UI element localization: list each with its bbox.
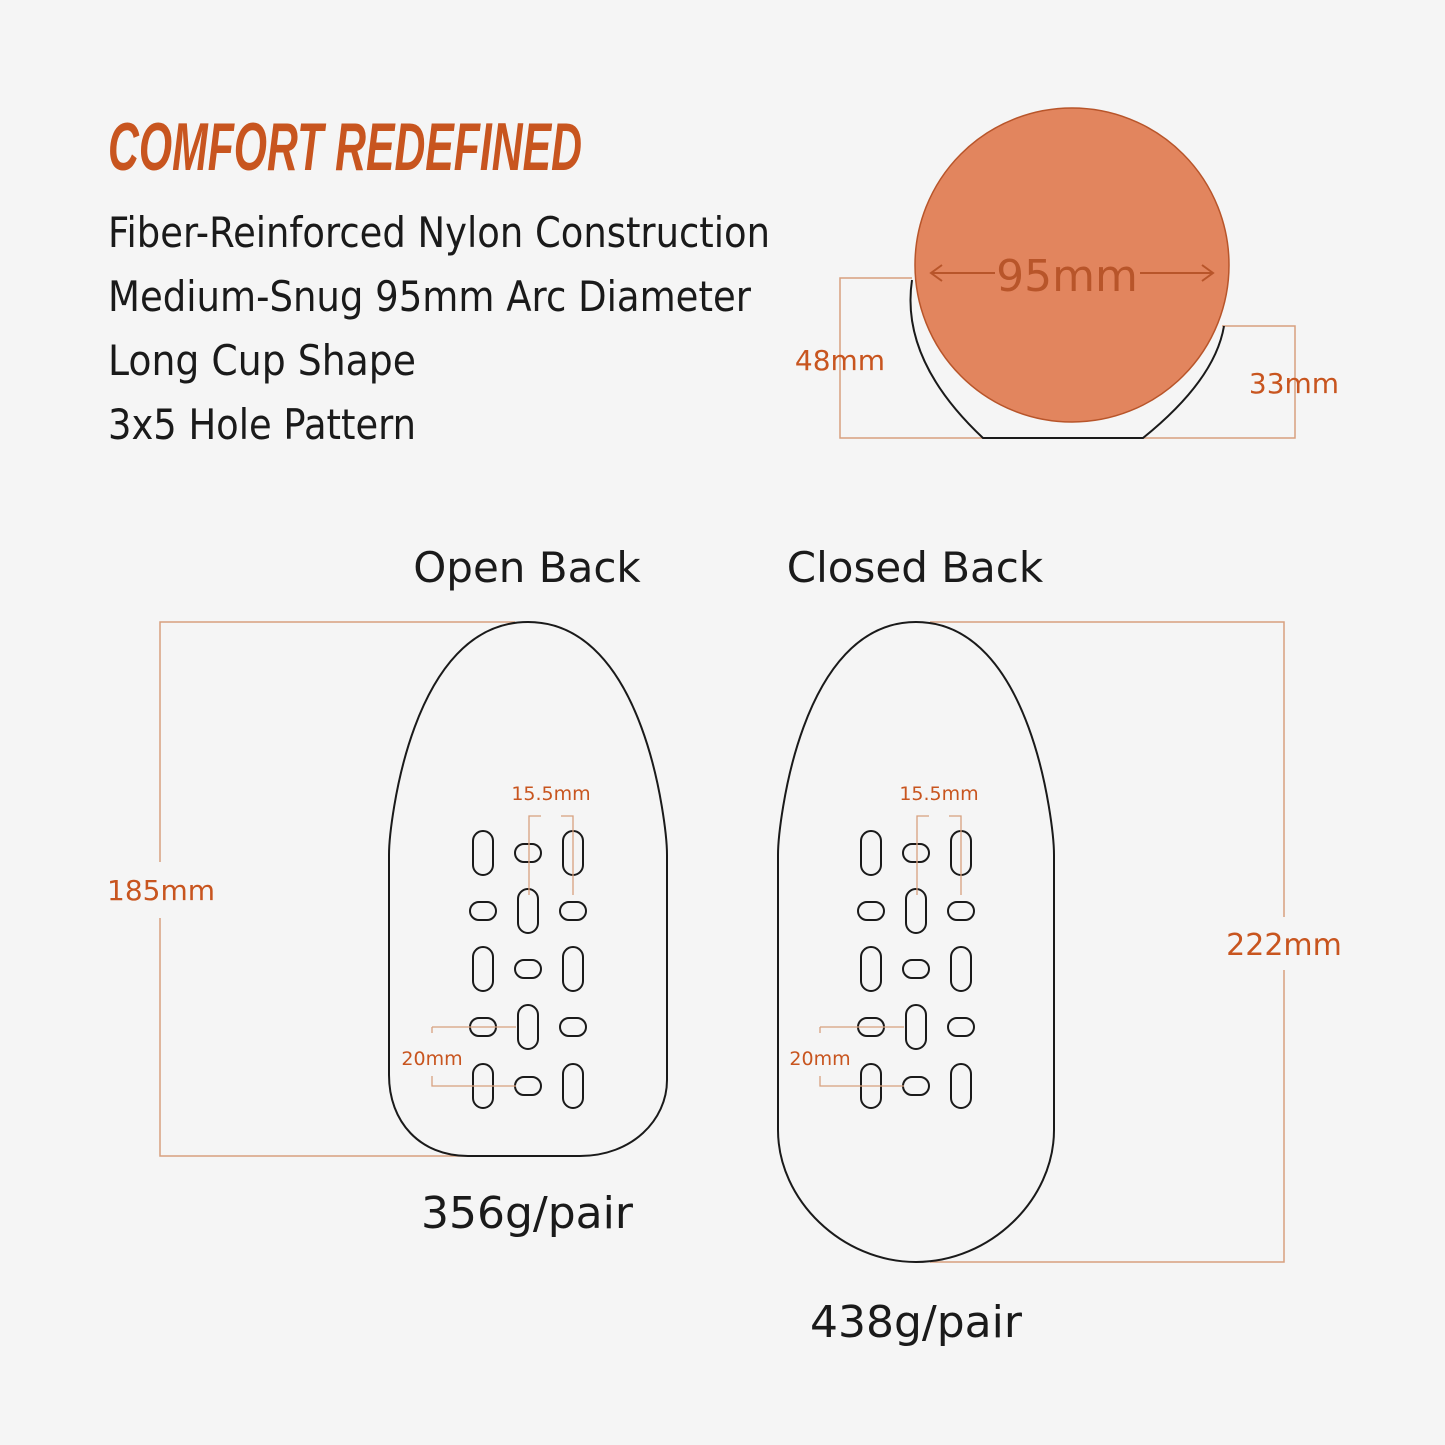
horizontal-oval-hole <box>948 1018 974 1036</box>
vertical-slot-hole <box>518 889 538 933</box>
closed-back-height-label: 222mm <box>1226 928 1342 963</box>
open-back-height-label: 185mm <box>107 874 215 907</box>
vertical-slot-hole <box>906 1005 926 1049</box>
vertical-slot-hole <box>473 831 493 875</box>
open-back-spacing-h-label: 15.5mm <box>511 783 591 805</box>
closed-back-spacing-v-label: 20mm <box>789 1048 851 1070</box>
open-back-title: Open Back <box>413 543 641 592</box>
open-back-panel <box>107 543 667 1239</box>
vertical-slot-hole <box>861 947 881 991</box>
closed-back-panel <box>778 543 1342 1348</box>
feature-item: Fiber-Reinforced Nylon Construction <box>108 208 770 257</box>
vertical-slot-hole <box>951 947 971 991</box>
horizontal-oval-hole <box>515 844 541 862</box>
open-back-hole-pattern <box>470 831 586 1108</box>
vertical-slot-hole <box>861 831 881 875</box>
left-height-label: 48mm <box>794 344 886 377</box>
page-title: COMFORT REDEFINED <box>108 109 582 185</box>
vertical-slot-hole <box>473 947 493 991</box>
vertical-slot-hole <box>951 1064 971 1108</box>
horizontal-oval-hole <box>903 960 929 978</box>
right-height-label: 33mm <box>1248 367 1340 400</box>
horizontal-oval-hole <box>903 844 929 862</box>
closed-back-spacing-h-label: 15.5mm <box>899 783 979 805</box>
feature-item: 3x5 Hole Pattern <box>108 400 416 449</box>
vertical-slot-hole <box>563 1064 583 1108</box>
vertical-slot-hole <box>563 947 583 991</box>
horizontal-oval-hole <box>515 1077 541 1095</box>
open-back-weight: 356g/pair <box>421 1188 633 1239</box>
horizontal-oval-hole <box>560 902 586 920</box>
feature-item: Medium-Snug 95mm Arc Diameter <box>108 272 752 321</box>
feature-item: Long Cup Shape <box>108 336 416 385</box>
closed-back-pad-outline <box>778 622 1054 1262</box>
feature-list <box>108 208 770 449</box>
open-back-spacing-h-marker <box>529 816 573 895</box>
closed-back-hole-pattern <box>858 831 974 1108</box>
open-back-spacing-v-label: 20mm <box>401 1048 463 1070</box>
vertical-slot-hole <box>906 889 926 933</box>
vertical-slot-hole <box>518 1005 538 1049</box>
horizontal-oval-hole <box>948 902 974 920</box>
diameter-label: 95mm <box>996 251 1138 302</box>
horizontal-oval-hole <box>903 1077 929 1095</box>
horizontal-oval-hole <box>515 960 541 978</box>
closed-back-spacing-h-marker <box>917 816 961 895</box>
horizontal-oval-hole <box>560 1018 586 1036</box>
arc-diagram <box>795 108 1339 438</box>
closed-back-weight: 438g/pair <box>810 1297 1022 1348</box>
horizontal-oval-hole <box>858 902 884 920</box>
horizontal-oval-hole <box>470 902 496 920</box>
closed-back-title: Closed Back <box>786 543 1044 592</box>
